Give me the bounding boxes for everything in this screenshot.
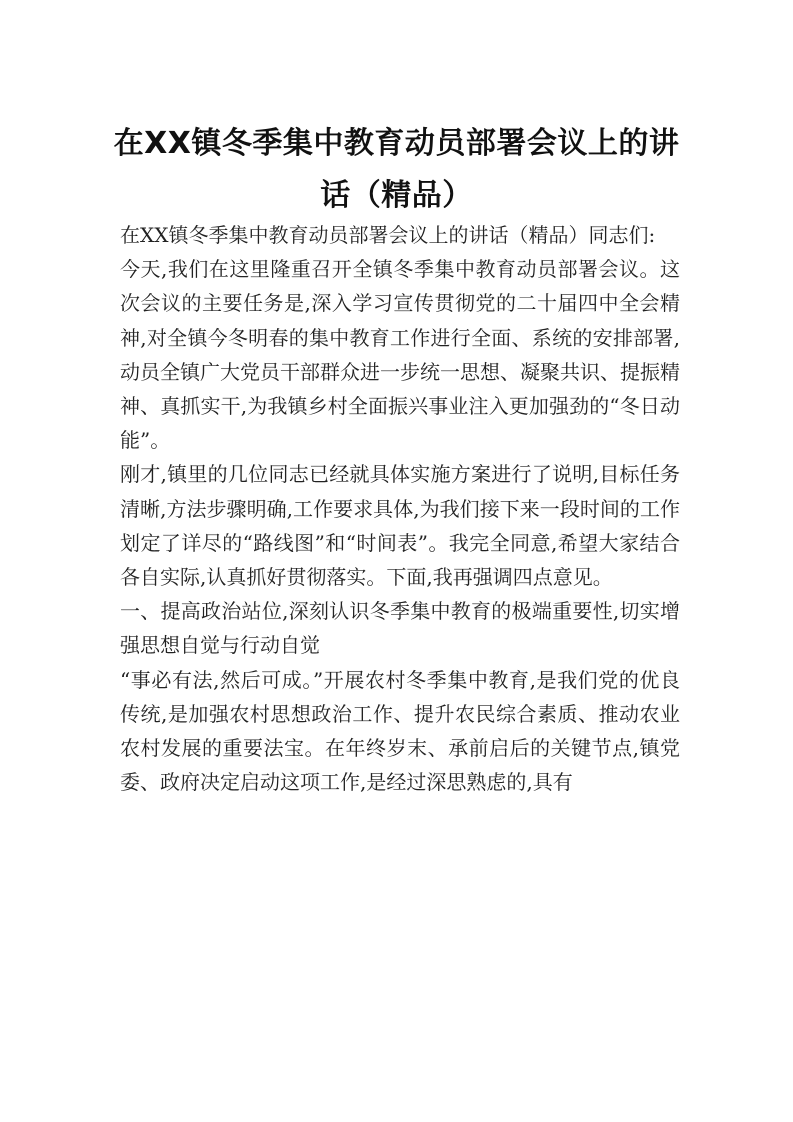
section-heading-one: 一、提高政治站位,深刻认识冬季集中教育的极端重要性,切实增强思想自觉与行动自觉 [120, 599, 680, 658]
paragraph-opening: 今天,我们在这里隆重召开全镇冬季集中教育动员部署会议。这次会议的主要任务是,深入学习宣传贯彻党的二十届四中全会精神,对全镇今冬明春的集中教育工作进行全面、系统的安排部署,动员全镇广大党员干部群众进一步统一思想、凝聚共识、提振精神、真抓实干,为我镇乡村全面振兴事业注入更加强劲的“冬日动能”。 [120, 257, 680, 453]
document-body [120, 218, 680, 799]
document-title: 在XX镇冬季集中教育动员部署会议上的讲话（精品） [113, 126, 680, 213]
paragraph-section-one: “事必有法,然后可成。”开展农村冬季集中教育,是我们党的优良传统,是加强农村思想政治工作、提升农民综合素质、推动农业农村发展的重要法宝。在年终岁末、承前启后的关键节点,镇党委、政府决定启动这项工作,是经过深思熟虑的,具有 [120, 667, 680, 795]
paragraph-agreement: 刚才,镇里的几位同志已经就具体实施方案进行了说明,目标任务清晰,方法步骤明确,工作要求具体,为我们接下来一段时间的工作划定了详尽的“路线图”和“时间表”。我完全同意,希望大家结合各自实际,认真抓好贯彻落实。下面,我再强调四点意见。 [120, 462, 680, 590]
paragraph-greeting: 在XX镇冬季集中教育动员部署会议上的讲话（精品）同志们: [120, 223, 656, 247]
